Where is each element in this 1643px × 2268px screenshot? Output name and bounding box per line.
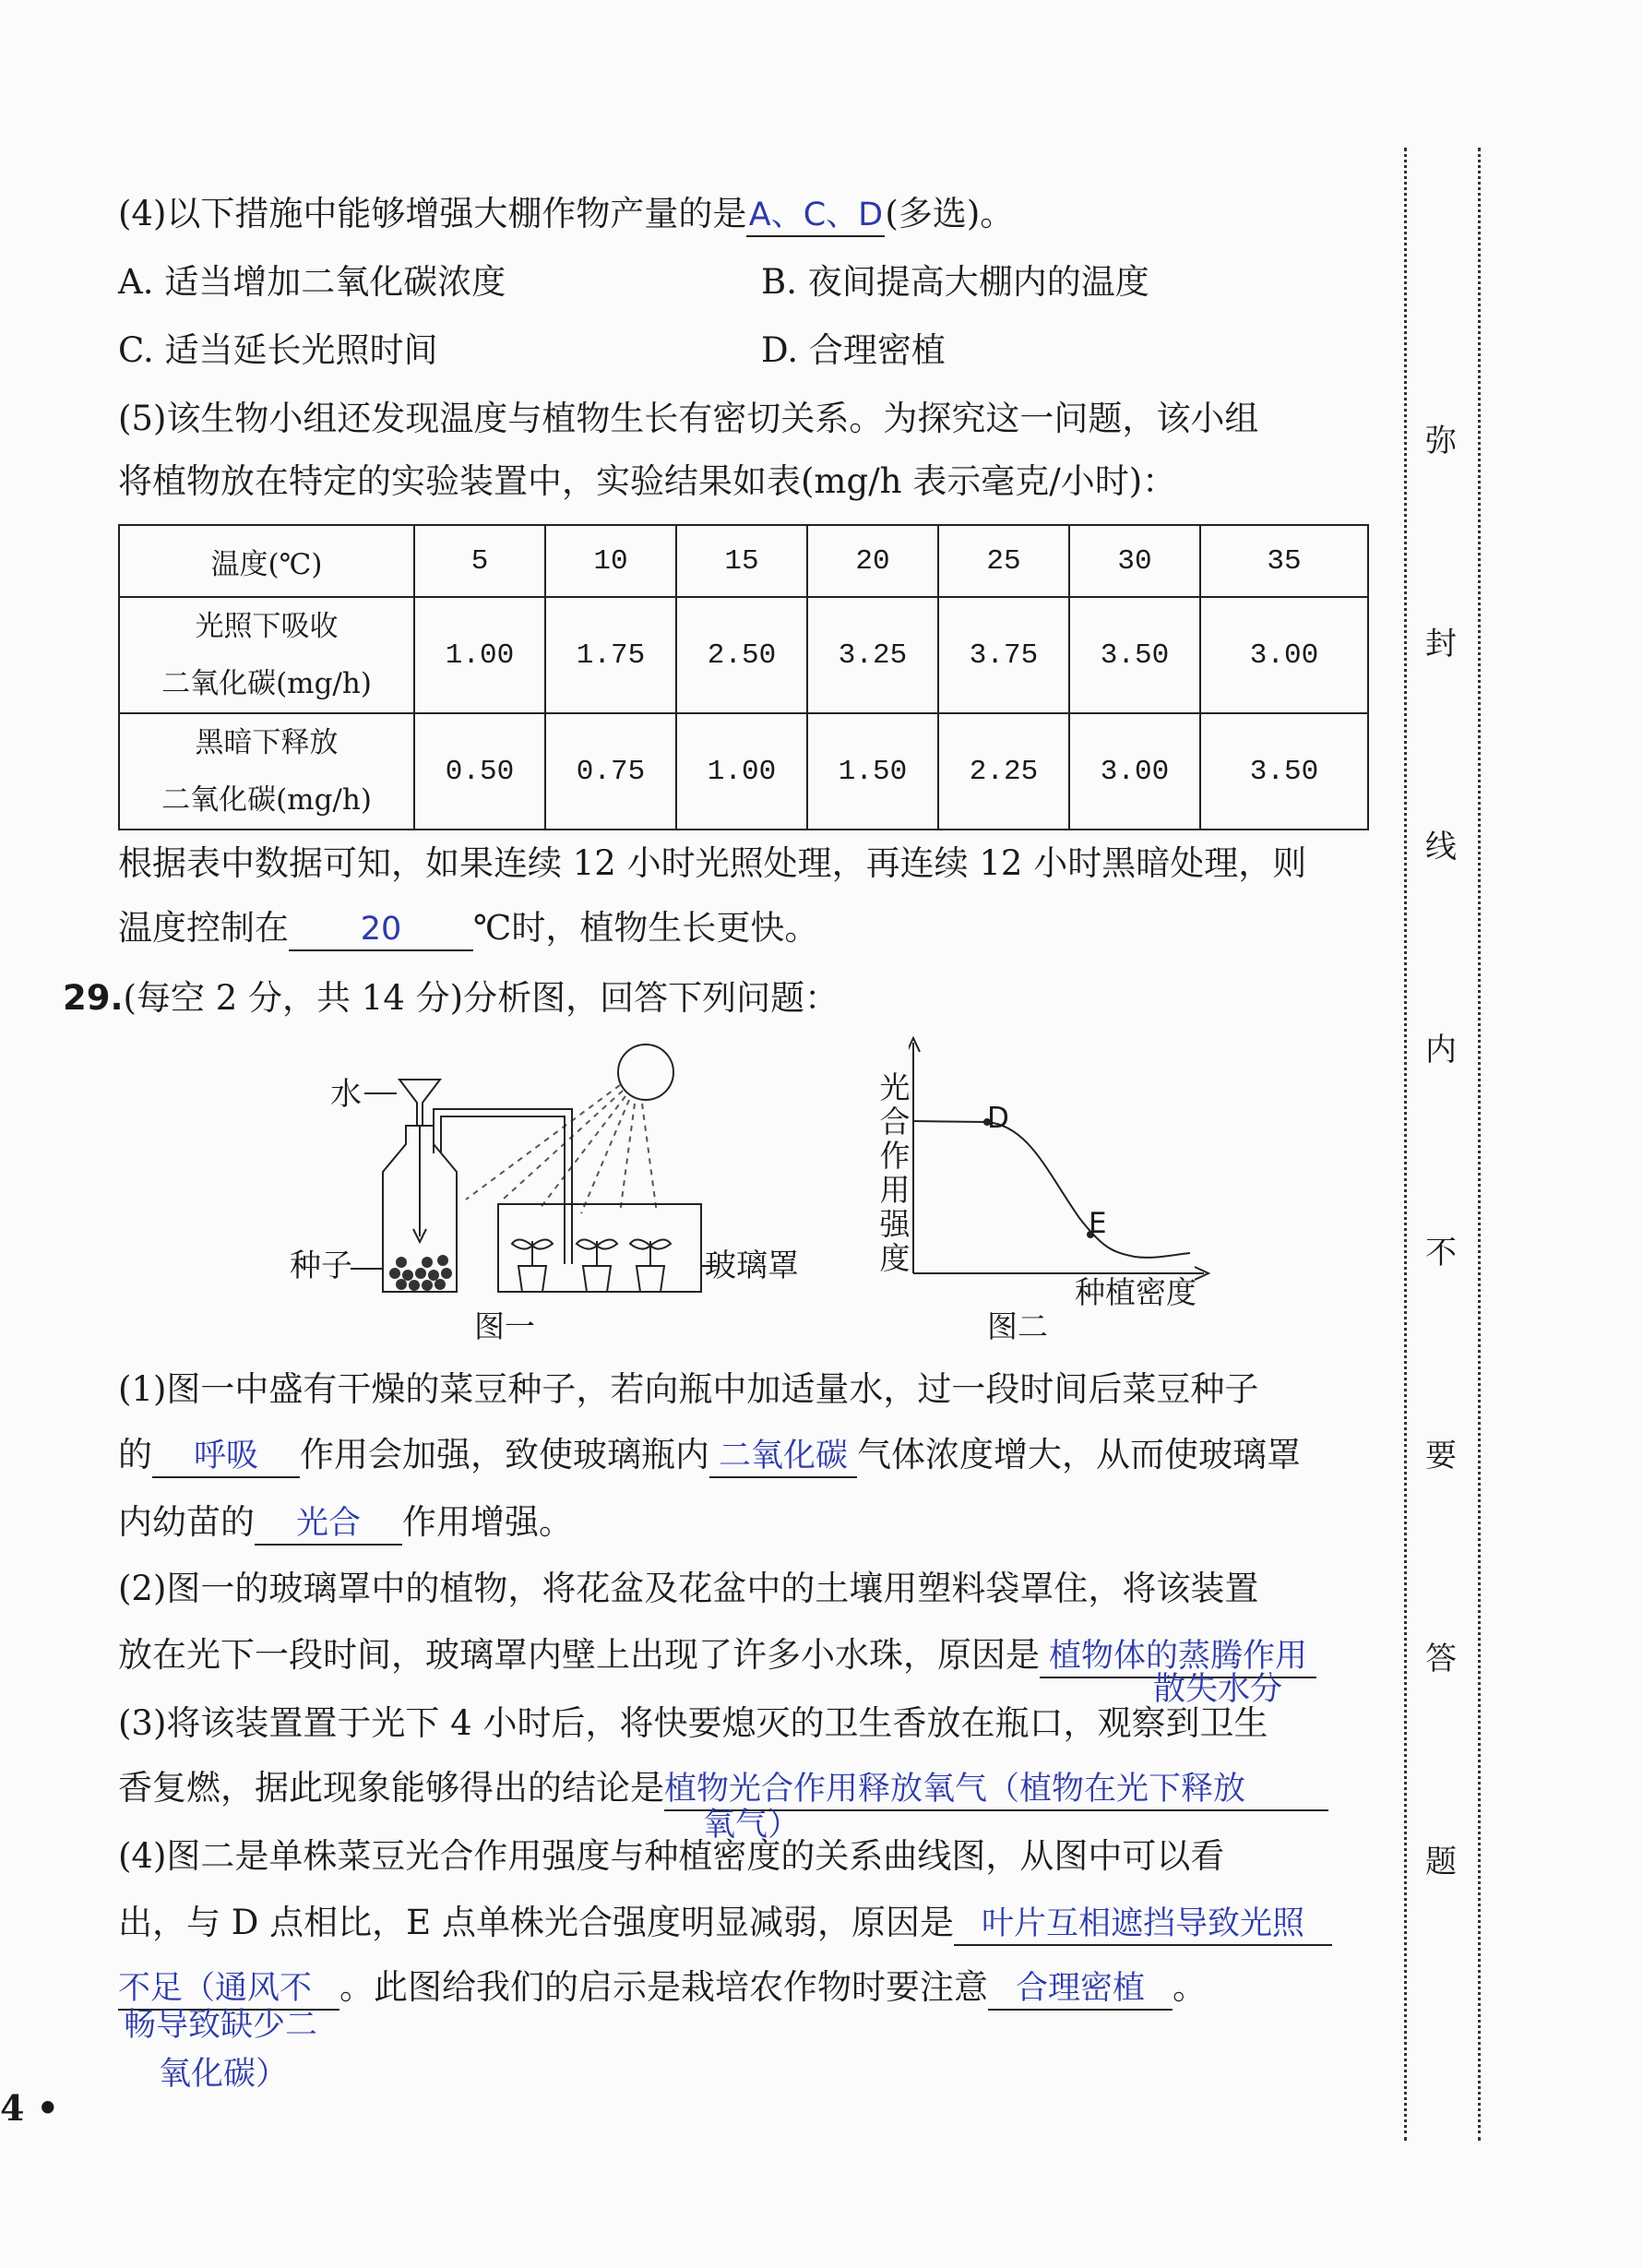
seal-char: 题	[1425, 1844, 1457, 1880]
table-temp: 10	[545, 525, 676, 597]
p2-line1: (2)图一的玻璃罩中的植物，将花盆及花盆中的土壤用塑料袋罩住，将该装置	[118, 1569, 1259, 1608]
q5-line2: 将植物放在特定的实验装置中，实验结果如表(mg/h 表示毫克/小时)：	[118, 461, 1177, 501]
q4-prefix: (4)以下措施中能够增强大棚作物产量的是	[118, 194, 747, 233]
fig2-caption: 图二	[987, 1308, 1048, 1344]
table-temp: 35	[1200, 525, 1368, 597]
p3-answer-a: 植物光合作用释放氧气（植物在光下释放	[664, 1769, 1328, 1811]
q5-conclusion1: 根据表中数据可知，如果连续 12 小时光照处理，再连续 12 小时黑暗处理，则	[118, 843, 1307, 883]
seal-char: 弥	[1425, 423, 1457, 460]
curve-line	[913, 1121, 1190, 1258]
seal-char: 答	[1425, 1641, 1457, 1677]
question-number: 29.	[63, 978, 124, 1018]
table-temp: 25	[938, 525, 1069, 597]
p4-line2: 出，与 D 点相比，E 点单株光合强度明显减弱，原因是 叶片互相遮挡导致光照	[118, 1899, 1332, 1947]
q4-suffix: (多选)。	[885, 194, 1015, 233]
light-rays	[466, 1085, 657, 1213]
p2-line2: 放在光下一段时间，玻璃罩内壁上出现了许多小水珠，原因是 植物体的蒸腾作用	[118, 1631, 1316, 1679]
figure-1	[314, 1024, 849, 1356]
figure-2	[909, 1033, 1222, 1301]
table-cell: 2.25	[938, 713, 1069, 830]
fig1-label-water: 水	[330, 1076, 362, 1113]
table-cell: 2.50	[676, 597, 807, 713]
table-cell: 1.00	[676, 713, 807, 830]
fig2-point-e-label: E	[1089, 1207, 1107, 1240]
seeds-icon	[389, 1255, 452, 1291]
table-cell: 1.75	[545, 597, 676, 713]
q4-answer: A、C、D	[746, 195, 885, 237]
table-cell: 0.50	[414, 713, 545, 830]
fig2-point-d-label: D	[987, 1102, 1009, 1135]
table-temp: 20	[807, 525, 938, 597]
table-cell: 3.25	[807, 597, 938, 713]
table-cell: 3.50	[1200, 713, 1368, 830]
table-cell: 1.50	[807, 713, 938, 830]
fig1-label-seed: 种子	[290, 1247, 352, 1284]
table-temp: 30	[1069, 525, 1200, 597]
q5-conclusion2: 温度控制在 20 ℃时，植物生长更快。	[118, 904, 818, 952]
plant-pots-icon	[512, 1239, 671, 1292]
q4-option-d: D. 合理密植	[761, 330, 946, 370]
sun-icon	[618, 1044, 673, 1100]
p2-answer-a: 植物体的蒸腾作用	[1040, 1636, 1316, 1678]
fig2-xlabel: 种植密度	[1075, 1274, 1197, 1310]
p4-answer-c: 合理密植	[988, 1968, 1173, 2011]
table-row	[119, 713, 1368, 830]
table-header-label: 温度(℃)	[119, 525, 414, 597]
table-cell: 3.50	[1069, 597, 1200, 713]
fig2-ylabel: 光 合 作 用 强 度	[879, 1069, 911, 1276]
seal-char: 线	[1425, 829, 1457, 865]
p4-answer-d: 畅导致缺少二	[124, 2007, 318, 2044]
q5-answer: 20	[289, 909, 473, 951]
fig1-caption: 图一	[474, 1308, 535, 1344]
p4-answer-b: 不足（通风不	[118, 1968, 339, 2011]
q29-intro: (每空 2 分，共 14 分)分析图，回答下列问题：	[123, 978, 839, 1018]
table-cell: 3.75	[938, 597, 1069, 713]
p3-answer-b: 氧气）	[703, 1807, 801, 1844]
p4-answer-e: 氧化碳）	[159, 2056, 289, 2093]
q4-option-a: A. 适当增加二氧化碳浓度	[118, 262, 506, 302]
p1-answer-1: 呼吸	[152, 1436, 300, 1478]
table-temp: 5	[414, 525, 545, 597]
p4-line3: 不足（通风不 。此图给我们的启示是栽培农作物时要注意 合理密植 。	[118, 1964, 1207, 2011]
seal-char: 封	[1425, 626, 1457, 662]
p4-line1: (4)图二是单株菜豆光合作用强度与种植密度的关系曲线图，从图中可以看	[118, 1836, 1225, 1876]
q4-line	[118, 190, 1014, 238]
row-label: 光照下吸收 二氧化碳(mg/h)	[119, 597, 414, 713]
dotted-line-right	[1478, 148, 1481, 2141]
row-label: 黑暗下释放 二氧化碳(mg/h)	[119, 713, 414, 830]
p2-answer-b: 散失水分	[1153, 1671, 1283, 1708]
p1-line3: 内幼苗的 光合 作用增强。	[118, 1498, 573, 1546]
p4-answer-a: 叶片互相遮挡导致光照	[954, 1904, 1332, 1946]
p3-line1: (3)将该装置置于光下 4 小时后，将快要熄灭的卫生香放在瓶口，观察到卫生	[118, 1703, 1268, 1743]
p1-line2: 的 呼吸 作用会加强，致使玻璃瓶内 二氧化碳 气体浓度增大，从而使玻璃罩	[118, 1431, 1301, 1479]
seal-line-sidebar	[1404, 148, 1478, 2141]
q29-heading	[63, 974, 839, 1022]
q4-option-b: B. 夜间提高大棚内的温度	[761, 262, 1149, 302]
p1-answer-3: 光合	[255, 1503, 402, 1546]
table-row	[119, 597, 1368, 713]
p3-line2: 香复燃，据此现象能够得出的结论是植物光合作用释放氧气（植物在光下释放	[118, 1764, 1328, 1812]
data-table	[118, 524, 1369, 830]
page-number: 4 •	[0, 2087, 59, 2129]
table-cell: 3.00	[1200, 597, 1368, 713]
seal-char: 不	[1425, 1235, 1457, 1271]
fig1-label-cover: 玻璃罩	[705, 1247, 799, 1284]
table-cell: 0.75	[545, 713, 676, 830]
table-cell: 1.00	[414, 597, 545, 713]
table-cell: 3.00	[1069, 713, 1200, 830]
p1-answer-2: 二氧化碳	[709, 1436, 857, 1478]
table-temp: 15	[676, 525, 807, 597]
seal-char: 内	[1425, 1032, 1457, 1068]
q4-option-c: C. 适当延长光照时间	[118, 330, 438, 370]
seal-char: 要	[1425, 1438, 1457, 1474]
q5-line1: (5)该生物小组还发现温度与植物生长有密切关系。为探究这一问题，该小组	[118, 399, 1259, 438]
p1-line1: (1)图一中盛有干燥的菜豆种子，若向瓶中加适量水，过一段时间后菜豆种子	[118, 1369, 1259, 1409]
